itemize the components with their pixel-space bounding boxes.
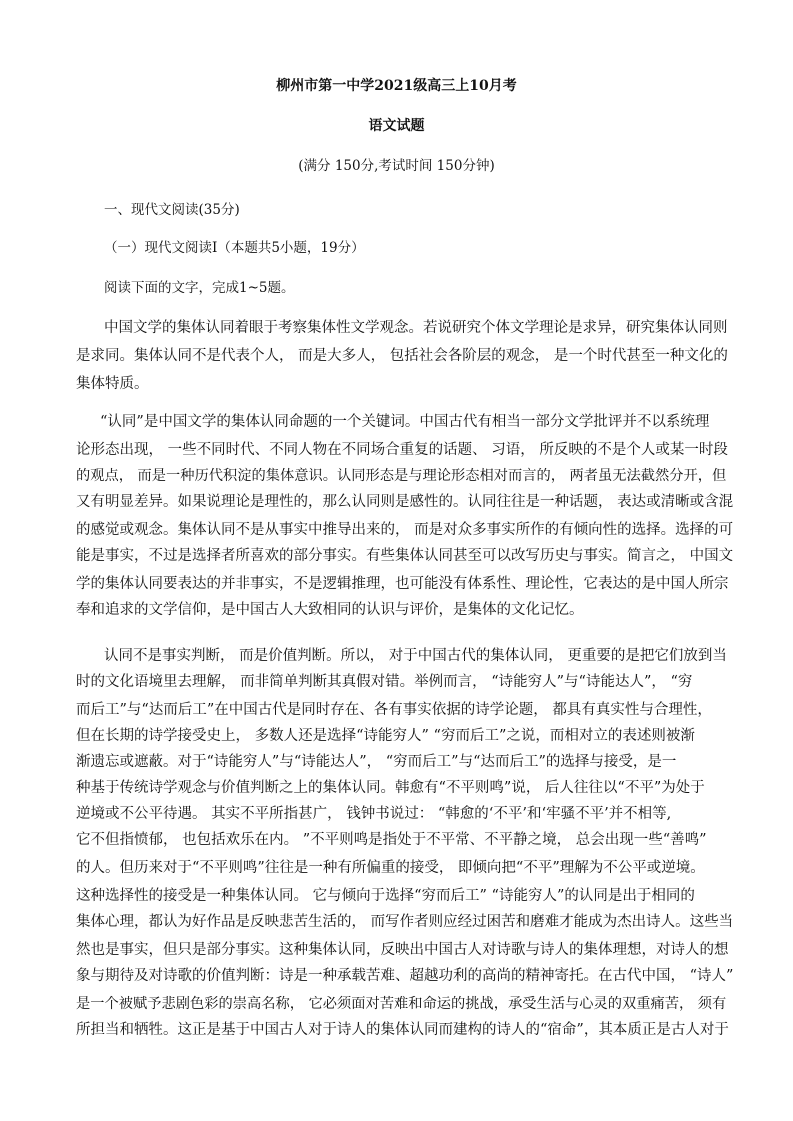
paragraph-line: 又有明显差异。如果说理论是理性的，那么认同则是感性的。认同往往是一种话题， 表达或清晰或含混 — [76, 494, 734, 510]
paragraph-line: “认同”是中国文学的集体认同命题的一个关键词。中国古代有相当一部分文学批评并不以系统理 — [100, 414, 710, 430]
paragraph-line: 认同不是事实判断， 而是价值判断。所以， 对于中国古代的集体认同， 更重要的是把它们放到当 — [104, 648, 727, 664]
paragraph-line: 渐遗忘或遮蔽。对于“诗能穷人”与“诗能达人”， “穷而后工”与“达而后工”的选择与接受，是一 — [76, 754, 677, 770]
paragraph-line: 这种选择性的接受是一种集体认同。 它与倾向于选择“穷而后工” “诗能穷人”的认同是出于相同的 — [76, 888, 695, 904]
paragraph-line: 但在长期的诗学接受史上， 多数人还是选择“诗能穷人” “穷而后工”之说，而相对立的表述则被渐 — [76, 728, 695, 744]
paragraph-line: 是求同。集体认同不是代表个人， 而是大多人， 包括社会各阶层的观念， 是一个时代甚至一种文化的 — [76, 348, 728, 364]
paragraph-line: 种基于传统诗学观念与价值判断之上的集体认同。韩愈有“不平则鸣”说， 后人往往以“不平”为处于 — [76, 780, 705, 796]
paragraph-line: 的观点， 而是一种历代积淀的集体意识。认同形态是与理论形态相对而言的， 两者虽无法截然分开，但 — [76, 468, 727, 484]
paragraph-line: 逆境或不公平待遇。 其实不平所指甚广， 钱钟书说过： “韩愈的‘不平’和‘牢骚不平’并不相等, — [76, 806, 672, 822]
subject-title: 语文试题 — [368, 118, 425, 134]
paragraph-line: 的感觉或观念。集体认同不是从事实中推导出来的， 而是对众多事实所作的有倾向性的选择。选择的可 — [76, 522, 734, 538]
exam-title: 柳州市第一中学2021级高三上10月考 — [276, 78, 517, 94]
exam-info: (满分 150分,考试时间 150分钟) — [298, 158, 495, 174]
paragraph-line: 能是事实，不过是选择者所喜欢的部分事实。有些集体认同甚至可以改写历史与事实。简言之， 中国文 — [76, 548, 734, 564]
paragraph-line: 论形态出现， 一些不同时代、不同人物在不同场合重复的话题、 习语， 所反映的不是个人或某一时段 — [76, 442, 728, 458]
paragraph-line: 所担当和牺牲。这正是基于中国古人对于诗人的集体认同而建构的诗人的“宿命”，其本质正是古人对于 — [76, 1022, 729, 1038]
paragraph-line: 集体特质。 — [76, 376, 149, 392]
paragraph-line: 集体心理，都认为好作品是反映悲苦生活的， 而写作者则应经过困苦和磨难才能成为杰出诗人。这些当 — [76, 914, 734, 930]
paragraph-line: 时的文化语境里去理解， 而非简单判断其真假对错。举例而言， “诗能穷人”与“诗能达人”， “穷 — [76, 674, 693, 690]
paragraph-line: 中国文学的集体认同着眼于考察集体性文学观念。若说研究个体文学理论是求异，研究集体认同则 — [104, 320, 728, 336]
paragraph-line: 而后工”与“达而后工”在中国古代是同时存在、各有事实依据的诗学论题， 都具有真实性与合理性， — [76, 702, 712, 718]
paragraph-line: 然也是事实，但只是部分事实。这种集体认同，反映出中国古人对诗歌与诗人的集体理想，对诗人的想 — [76, 942, 729, 958]
reading-instruction: 阅读下面的文字，完成1~5题。 — [104, 280, 295, 296]
paragraph-line: 学的集体认同要表达的并非事实，不是逻辑推理，也可能没有体系性、理论性，它表达的是中国人所宗 — [76, 576, 729, 592]
paragraph-line: 奉和追求的文学信仰，是中国古人大致相同的认识与评价，是集体的文化记忆。 — [76, 602, 584, 618]
subsection-heading: （一）现代文阅读Ⅰ（本题共5小题，19分） — [104, 240, 365, 256]
paragraph-line: 它不但指愤郁， 也包括欢乐在内。 ”不平则鸣是指处于不平常、不平静之境， 总会出现一些“善鸣” — [76, 832, 707, 848]
paragraph-line: 的人。但历来对于“不平则鸣”往往是一种有所偏重的接受， 即倾向把“不平”理解为不公平或逆境。 — [76, 860, 705, 876]
paragraph-line: 是一个被赋予悲剧色彩的崇高名称， 它必须面对苦难和命运的挑战，承受生活与心灵的双重痛苦， 须有 — [76, 996, 727, 1012]
section-heading: 一、现代文阅读(35分) — [104, 202, 240, 218]
paragraph-line: 象与期待及对诗歌的价值判断：诗是一种承载苦难、超越功利的高尚的精神寄托。在古代中国， “诗人” — [76, 968, 734, 984]
